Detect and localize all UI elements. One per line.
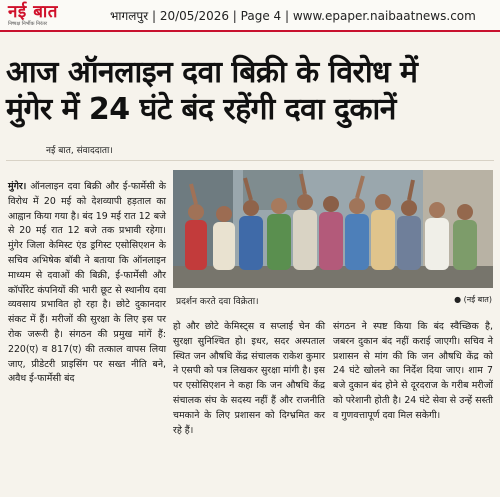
headline-divider (6, 160, 494, 161)
article-column-3: संगठन ने स्पष्ट किया कि बंद स्वैच्छिक है, जबरन दुकान बंद नहीं कराई जाएगी। सचिव ने प्रशासन से मांग की कि जन औषधि केंद्र को 24 घंटे खोलने का निर्देश दिया जाए। शाम 7 बजे दुकान बंद होने से दूरदराज के गरीब मरीजों को परेशानी होती है। 24 घंटे सेवा से उन्हें सस्ती व गुणवत्तापूर्ण दवा मिल सकेगी। (333, 321, 493, 421)
headline-line-2: मुंगेर में 24 घंटे बंद रहेंगी दवा दुकानें (6, 92, 396, 127)
headline-line-1: आज ऑनलाइन दवा बिक्री के विरोध में (6, 55, 418, 90)
logo-text: नई बात (8, 1, 59, 22)
newspaper-logo[interactable] (0, 0, 110, 30)
protest-photo-illustration (173, 170, 493, 288)
dateline: मुंगेर। (8, 181, 27, 192)
logo-tagline: निष्पक्ष निर्भीक निरंतर (8, 20, 48, 27)
photo-credit: ● (नई बात) (454, 295, 492, 304)
article-photo[interactable] (173, 170, 493, 288)
article-headline (6, 54, 496, 128)
byline: नई बात, संवाददाता। (46, 146, 113, 156)
column-1-text: ऑनलाइन दवा बिक्री और ई-फार्मेसी के विरोध में 20 मई को देशव्यापी हड़ताल का आह्वान किया गया है। बंद 19 मई रात 12 बजे से 20 मई रात 12 बजे तक प्रभावी रहेगा। मुंगेर जिला केमिस्ट एंड ड्रगिस्ट एसोसिएशन के सचिव अभिषेक बॉबी ने बताया कि ऑनलाइन माध्यम से दवाओं की बिक्री, ई-फार्मेसी और कॉर्पोरेट कंपनियों की भारी छूट से स्थानीय दवा व्यवसाय प्रभावित हो रहा है। छोटे दुकानदार संकट में हैं। मरीजों की सुरक्षा के लिए इस पर रोक जरूरी है। संगठन की प्रमुख मांगें हैं: 220(ए) व 817(ए) की तत्काल वापस लिया जाए, प्रीडेटरी प्राइसिंग पर सख्त नीति बने, अवैध ई-फार्मेसी बंद (8, 181, 166, 385)
photo-caption: प्रदर्शन करते दवा विक्रेता। (176, 297, 259, 307)
article-column-2: हो और छोटे केमिस्ट्स व सप्लाई चेन की सुरक्षा सुनिश्चित हो। इधर, सदर अस्पताल स्थित जन औषधि केंद्र संचालक राकेश कुमार ने एसपी को पत्र लिखकर सुरक्षा मांगी है। इस पर एसोसिएशन ने कहा कि जन औषधि केंद्र संचालक संघ के सदस्य नहीं हैं और राजनीति चमकाने के लिए प्रशासन को दिग्भ्रमित कर रहे हैं। (173, 321, 325, 436)
article-column-1 (8, 180, 166, 387)
edition-info: भागलपुर | 20/05/2026 | Page 4 | www.epaper.naibaatnews.com (110, 8, 476, 23)
masthead-bar (0, 0, 500, 32)
